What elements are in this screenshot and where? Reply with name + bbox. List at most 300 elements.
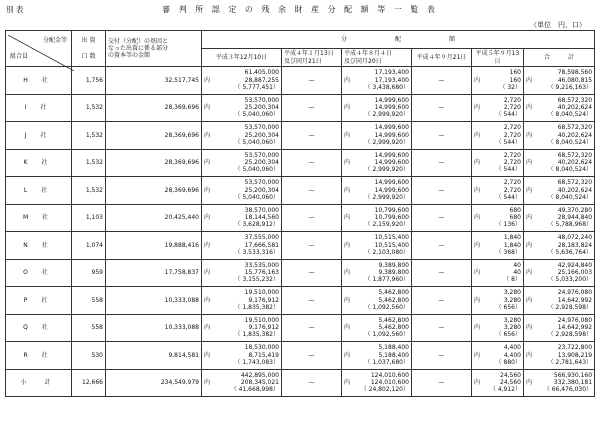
amount-cell-tot — [524, 232, 595, 260]
amount-cell-d1 — [202, 67, 282, 95]
amount-cell-d5 — [472, 342, 524, 370]
amount-line-inner: 14,642,992 — [557, 296, 593, 304]
amount-line-total: 24,976,080 — [557, 289, 593, 297]
member-cell: J 社 — [6, 122, 72, 150]
table-row — [6, 287, 595, 315]
amount-stack — [526, 152, 592, 174]
amount-cell-tot — [524, 122, 595, 150]
amount-line-total: 5,188,400 — [378, 344, 409, 352]
amount-line-total: 3,280 — [503, 289, 521, 297]
amount-line-tax: （ 1,037,680） — [364, 358, 409, 366]
units-cell: 1,532 — [72, 122, 106, 150]
amount-line-tax: （ 66,476,030） — [543, 386, 593, 394]
dash-cell-d2: — — [282, 204, 342, 232]
amount-line-tax: （ 2,999,920） — [364, 138, 409, 146]
amount-cell-d3 — [342, 177, 412, 205]
date-header-3 — [342, 49, 412, 67]
amount-line-inner: 2,720 — [503, 186, 521, 194]
amount-line-inner: 14,999,600 — [374, 104, 409, 112]
amount-line-total: 68,572,320 — [557, 96, 593, 104]
amount-cell-tot — [524, 204, 595, 232]
amount-stack — [204, 124, 279, 146]
amount-line-inner: 25,200,304 — [244, 159, 279, 167]
amount-cell-d5 — [472, 94, 524, 122]
amount-cell-d1 — [202, 177, 282, 205]
capital-header-line-1: 交付（分配）の基因と — [108, 37, 169, 45]
amount-lines — [483, 289, 521, 311]
amount-line-tax: （ 1,092,560） — [364, 303, 409, 311]
amount-lines — [535, 234, 592, 256]
date-header-3-line-2: 及び同月20日 — [344, 57, 382, 65]
amount-line-tax: （ 9,216,163） — [547, 83, 593, 91]
amount-line-tax: （ 2,159,920） — [364, 221, 409, 229]
amount-line-total: 2,720 — [503, 124, 521, 132]
amount-line-inner: 28,944,840 — [557, 214, 593, 222]
capital-cell: 9,814,581 — [106, 342, 202, 370]
amount-line-inner: 5,462,800 — [378, 296, 409, 304]
amount-line-inner: 40 — [513, 269, 521, 277]
amount-line-total: 5,462,800 — [378, 289, 409, 297]
amount-cell-d1 — [202, 342, 282, 370]
amount-cell-d5 — [472, 67, 524, 95]
dash-cell-d4: — — [412, 259, 472, 287]
amount-line-total: 23,722,800 — [557, 344, 593, 352]
amount-line-total: 18,530,000 — [244, 344, 279, 352]
inner-mark: 内 — [344, 296, 351, 304]
amount-lines — [483, 69, 521, 91]
inner-mark: 内 — [344, 159, 351, 167]
inner-mark: 内 — [526, 379, 533, 387]
member-cell: 小 計 — [6, 369, 72, 397]
inner-mark: 内 — [526, 214, 533, 222]
amount-line-tax: （ 5,040,060） — [234, 166, 279, 174]
amount-cell-d3 — [342, 149, 412, 177]
amount-line-inner: 160 — [509, 76, 521, 84]
member-cell: L 社 — [6, 177, 72, 205]
inner-mark: 内 — [204, 159, 211, 167]
amount-line-total: 24,976,080 — [557, 316, 593, 324]
amount-stack — [474, 179, 521, 201]
amount-line-tax: （ 136） — [495, 221, 521, 229]
amount-cell-tot — [524, 94, 595, 122]
page-title: 審 判 所 認 定 の 残 余 財 産 分 配 額 等 一 覧 表 — [162, 5, 438, 14]
capital-cell: 10,333,088 — [106, 314, 202, 342]
amount-cell-d5 — [472, 177, 524, 205]
amount-lines — [483, 207, 521, 229]
inner-mark: 内 — [526, 324, 533, 332]
amount-line-inner: 18,144,560 — [244, 214, 279, 222]
units-header — [72, 31, 106, 67]
inner-mark: 内 — [204, 241, 211, 249]
capital-cell: 10,333,088 — [106, 287, 202, 315]
amount-line-total: 61,405,000 — [244, 69, 279, 77]
inner-mark: 内 — [474, 379, 481, 387]
amount-cell-tot — [524, 149, 595, 177]
amount-stack — [474, 152, 521, 174]
amount-cell-d3 — [342, 122, 412, 150]
distribution-table — [5, 30, 595, 397]
amount-line-total: 2,720 — [503, 96, 521, 104]
amount-stack — [526, 372, 592, 394]
amount-cell-d5 — [472, 259, 524, 287]
capital-cell: 20,425,440 — [106, 204, 202, 232]
amount-line-inner: 28,183,824 — [557, 241, 593, 249]
dash-cell-d4: — — [412, 204, 472, 232]
amount-stack — [526, 289, 592, 311]
member-cell: N 社 — [6, 232, 72, 260]
amount-stack — [204, 289, 279, 311]
amount-lines — [353, 344, 409, 366]
amount-line-inner: 14,642,992 — [557, 324, 593, 332]
dash-cell-d2: — — [282, 149, 342, 177]
amount-lines — [353, 69, 409, 91]
amount-line-total: 37,555,000 — [244, 234, 279, 242]
amount-cell-d1 — [202, 314, 282, 342]
amount-cell-d3 — [342, 204, 412, 232]
amount-line-inner: 2,720 — [503, 131, 521, 139]
amount-cell-tot — [524, 287, 595, 315]
unit-note: （単位 円，口） — [530, 21, 586, 29]
amount-stack — [526, 262, 592, 284]
amount-lines — [535, 317, 592, 339]
table-row — [6, 67, 595, 95]
amount-line-inner: 9,176,912 — [248, 296, 279, 304]
investment-header-label: 出 資 — [81, 37, 96, 45]
inner-mark: 内 — [474, 76, 481, 84]
amount-stack — [344, 262, 409, 284]
member-cell: O 社 — [6, 259, 72, 287]
amount-stack — [204, 372, 279, 394]
amount-line-tax: （ 5,040,060） — [234, 138, 279, 146]
amount-lines — [353, 317, 409, 339]
amount-line-inner: 25,200,304 — [244, 131, 279, 139]
amount-line-tax: （ 5,777,451） — [234, 83, 279, 91]
table-body — [6, 67, 595, 397]
amount-stack — [526, 97, 592, 119]
table-row — [6, 94, 595, 122]
amount-stack — [204, 262, 279, 284]
amount-line-tax: （ 24,802,120） — [360, 386, 409, 394]
inner-mark: 内 — [204, 351, 211, 359]
inner-mark: 内 — [344, 76, 351, 84]
amount-lines — [353, 179, 409, 201]
amount-stack — [474, 372, 521, 394]
date-header-3-line-1: 平成４年８月４日 — [344, 50, 393, 58]
amount-cell-d3 — [342, 259, 412, 287]
member-cell: P 社 — [6, 287, 72, 315]
inner-mark: 内 — [204, 131, 211, 139]
amount-lines — [213, 262, 279, 284]
inner-mark: 内 — [204, 104, 211, 112]
units-header-label: 口 数 — [81, 52, 96, 60]
capital-header-line-2: なった出資に係る部分 — [108, 44, 169, 52]
amount-lines — [353, 207, 409, 229]
amount-cell-d5 — [472, 204, 524, 232]
amount-stack — [204, 179, 279, 201]
date-header-2-line-1: 平成４年１月13日 — [284, 50, 334, 58]
inner-mark: 内 — [474, 296, 481, 304]
amount-line-tax: （ 8,040,524） — [547, 166, 593, 174]
dash-cell-d4: — — [412, 342, 472, 370]
amount-line-inner: 17,666,581 — [244, 241, 279, 249]
amount-line-inner: 25,166,003 — [557, 269, 593, 277]
units-cell: 1,756 — [72, 67, 106, 95]
amount-line-tax: （ 2,928,598） — [547, 331, 593, 339]
amount-lines — [353, 372, 409, 394]
dash-cell-d4: — — [412, 314, 472, 342]
capital-cell: 28,369,696 — [106, 122, 202, 150]
amount-line-total: 53,570,000 — [244, 124, 279, 132]
amount-line-total: 38,570,000 — [244, 206, 279, 214]
diagonal-header-cell — [6, 31, 72, 67]
amount-stack — [474, 262, 521, 284]
dash-cell-d4: — — [412, 232, 472, 260]
amount-line-inner: 24,560 — [500, 379, 521, 387]
date-header-4: 平成４年９月21日 — [412, 49, 472, 67]
amount-line-inner: 680 — [509, 214, 521, 222]
amount-lines — [535, 344, 592, 366]
amount-line-tax: （ 2,999,920） — [364, 193, 409, 201]
inner-mark: 内 — [474, 214, 481, 222]
amount-cell-tot — [524, 342, 595, 370]
amount-lines — [535, 179, 592, 201]
capital-cell: 19,888,416 — [106, 232, 202, 260]
inner-mark: 内 — [474, 351, 481, 359]
amount-line-tax: （ 3,155,232） — [234, 276, 279, 284]
amount-line-tax: （ 544） — [495, 138, 521, 146]
amount-stack — [204, 69, 279, 91]
dash-cell-d2: — — [282, 232, 342, 260]
inner-mark: 内 — [526, 241, 533, 249]
amount-lines — [353, 152, 409, 174]
amount-line-inner: 1,840 — [503, 241, 521, 249]
amount-line-inner: 9,389,800 — [378, 269, 409, 277]
amount-line-tax: （ 1,743,083） — [234, 358, 279, 366]
member-cell: R 社 — [6, 342, 72, 370]
date-header-2-line-2: 及び同月21日 — [284, 57, 322, 65]
amount-cell-d5 — [472, 122, 524, 150]
inner-mark: 内 — [526, 159, 533, 167]
amount-line-inner: 4,400 — [503, 351, 521, 359]
amount-line-total: 33,535,000 — [244, 261, 279, 269]
amount-lines — [535, 97, 592, 119]
table-row — [6, 149, 595, 177]
amount-lines — [213, 344, 279, 366]
inner-mark: 内 — [344, 351, 351, 359]
amount-line-total: 40 — [513, 261, 521, 269]
amount-stack — [526, 344, 592, 366]
capital-header — [106, 31, 202, 67]
dash-cell-d2: — — [282, 259, 342, 287]
amount-line-total: 2,720 — [503, 151, 521, 159]
units-cell: 1,532 — [72, 177, 106, 205]
amount-stack — [474, 207, 521, 229]
dash-cell-d4: — — [412, 94, 472, 122]
dash-cell-d4: — — [412, 369, 472, 397]
amount-lines — [213, 372, 279, 394]
amount-line-tax: （ 2,928,598） — [547, 303, 593, 311]
total-header: 合 計 — [524, 49, 595, 67]
amount-line-inner: 40,202,624 — [557, 131, 593, 139]
amount-line-total: 68,572,320 — [557, 151, 593, 159]
amount-stack — [474, 344, 521, 366]
amount-line-inner: 124,010,600 — [370, 379, 409, 387]
inner-mark: 内 — [344, 241, 351, 249]
amount-lines — [483, 152, 521, 174]
amount-lines — [535, 289, 592, 311]
amount-stack — [204, 344, 279, 366]
dash-cell-d4: — — [412, 287, 472, 315]
inner-mark: 内 — [474, 104, 481, 112]
amount-stack — [474, 124, 521, 146]
amount-cell-d3 — [342, 314, 412, 342]
dash-cell-d2: — — [282, 342, 342, 370]
inner-mark: 内 — [344, 379, 351, 387]
amount-stack — [204, 234, 279, 256]
amount-line-inner: 46,080,815 — [557, 76, 593, 84]
amount-line-tax: （ 5,033,200） — [547, 276, 593, 284]
amount-lines — [213, 317, 279, 339]
amount-lines — [483, 179, 521, 201]
amount-stack — [526, 69, 592, 91]
capital-header-line-3: の資本等の金額 — [108, 52, 151, 60]
capital-cell: 28,369,696 — [106, 94, 202, 122]
amount-line-tax: （ 656） — [495, 303, 521, 311]
amount-lines — [535, 262, 592, 284]
amount-cell-tot — [524, 177, 595, 205]
amount-cell-d3 — [342, 232, 412, 260]
member-cell: K 社 — [6, 149, 72, 177]
amount-line-tax: （ 2,999,920） — [364, 166, 409, 174]
inner-mark: 内 — [474, 324, 481, 332]
amount-cell-d1 — [202, 369, 282, 397]
amount-line-inner: 25,200,304 — [244, 186, 279, 194]
amount-line-total: 19,510,000 — [244, 316, 279, 324]
amount-line-inner: 14,999,600 — [374, 131, 409, 139]
amount-line-total: 42,924,840 — [557, 261, 593, 269]
amount-line-tax: （ 656） — [495, 331, 521, 339]
amount-line-inner: 3,280 — [503, 296, 521, 304]
amount-lines — [353, 234, 409, 256]
member-cell: M 社 — [6, 204, 72, 232]
amount-lines — [353, 262, 409, 284]
amount-line-tax: （ 1,092,560） — [364, 331, 409, 339]
amount-line-tax: （ 5,040,060） — [234, 193, 279, 201]
amount-stack — [526, 317, 592, 339]
amount-stack — [474, 317, 521, 339]
distribution-header: 分 配 額 — [202, 31, 595, 49]
capital-cell: 28,369,696 — [106, 177, 202, 205]
amount-stack — [526, 234, 592, 256]
amount-cell-d5 — [472, 369, 524, 397]
amount-line-inner: 40,202,624 — [557, 159, 593, 167]
amount-stack — [204, 97, 279, 119]
amount-lines — [213, 152, 279, 174]
amount-cell-d3 — [342, 342, 412, 370]
appendix-label: 別 表 — [6, 5, 24, 14]
amount-line-tax: （ 3,533,316） — [234, 248, 279, 256]
amount-line-tax: （ 8） — [503, 276, 521, 284]
amount-stack — [344, 234, 409, 256]
amount-lines — [213, 234, 279, 256]
amount-stack — [474, 97, 521, 119]
amount-stack — [344, 97, 409, 119]
amount-line-tax: （ 5,040,060） — [234, 111, 279, 119]
amount-line-tax: （ 41,668,998） — [230, 386, 279, 394]
amount-lines — [483, 372, 521, 394]
inner-mark: 内 — [204, 76, 211, 84]
amount-stack — [474, 289, 521, 311]
dist-amount-header: 分配金等 — [42, 36, 67, 44]
amount-line-inner: 2,720 — [503, 159, 521, 167]
amount-line-inner: 13,908,219 — [557, 351, 593, 359]
amount-cell-d3 — [342, 287, 412, 315]
units-cell: 530 — [72, 342, 106, 370]
amount-line-tax: （ 1,835,382） — [234, 303, 279, 311]
inner-mark: 内 — [204, 214, 211, 222]
amount-line-total: 442,895,000 — [240, 371, 279, 379]
amount-stack — [344, 317, 409, 339]
inner-mark: 内 — [204, 186, 211, 194]
amount-stack — [344, 69, 409, 91]
capital-cell: 234,549,979 — [106, 369, 202, 397]
units-cell: 1,074 — [72, 232, 106, 260]
amount-lines — [213, 179, 279, 201]
dash-cell-d4: — — [412, 67, 472, 95]
amount-line-total: 53,570,000 — [244, 179, 279, 187]
member-header: 組合員 — [10, 53, 29, 61]
amount-line-total: 680 — [509, 206, 521, 214]
amount-line-total: 68,572,320 — [557, 179, 593, 187]
units-cell: 558 — [72, 314, 106, 342]
amount-lines — [353, 289, 409, 311]
inner-mark: 内 — [344, 186, 351, 194]
inner-mark: 内 — [474, 241, 481, 249]
amount-line-tax: （ 8,040,524） — [547, 193, 593, 201]
amount-lines — [213, 97, 279, 119]
amount-cell-d5 — [472, 314, 524, 342]
dash-cell-d2: — — [282, 94, 342, 122]
inner-mark: 内 — [204, 324, 211, 332]
amount-line-total: 14,999,600 — [374, 179, 409, 187]
units-cell: 1,532 — [72, 149, 106, 177]
amount-cell-d1 — [202, 149, 282, 177]
dash-cell-d2: — — [282, 177, 342, 205]
amount-lines — [535, 124, 592, 146]
amount-line-total: 24,560 — [500, 371, 521, 379]
amount-line-total: 124,010,600 — [370, 371, 409, 379]
amount-cell-d1 — [202, 232, 282, 260]
amount-cell-d1 — [202, 259, 282, 287]
amount-cell-d1 — [202, 204, 282, 232]
amount-stack — [474, 234, 521, 256]
inner-mark: 内 — [344, 104, 351, 112]
amount-cell-tot — [524, 314, 595, 342]
amount-line-inner: 9,176,912 — [248, 324, 279, 332]
amount-line-total: 566,930,160 — [553, 371, 593, 379]
amount-lines — [483, 124, 521, 146]
units-cell: 1,103 — [72, 204, 106, 232]
amount-line-total: 160 — [509, 69, 521, 77]
amount-line-total: 14,999,600 — [374, 96, 409, 104]
table-row — [6, 259, 595, 287]
amount-lines — [353, 97, 409, 119]
inner-mark: 内 — [204, 296, 211, 304]
amount-cell-d3 — [342, 369, 412, 397]
amount-line-total: 10,515,400 — [374, 234, 409, 242]
inner-mark: 内 — [344, 214, 351, 222]
member-cell: I 社 — [6, 94, 72, 122]
